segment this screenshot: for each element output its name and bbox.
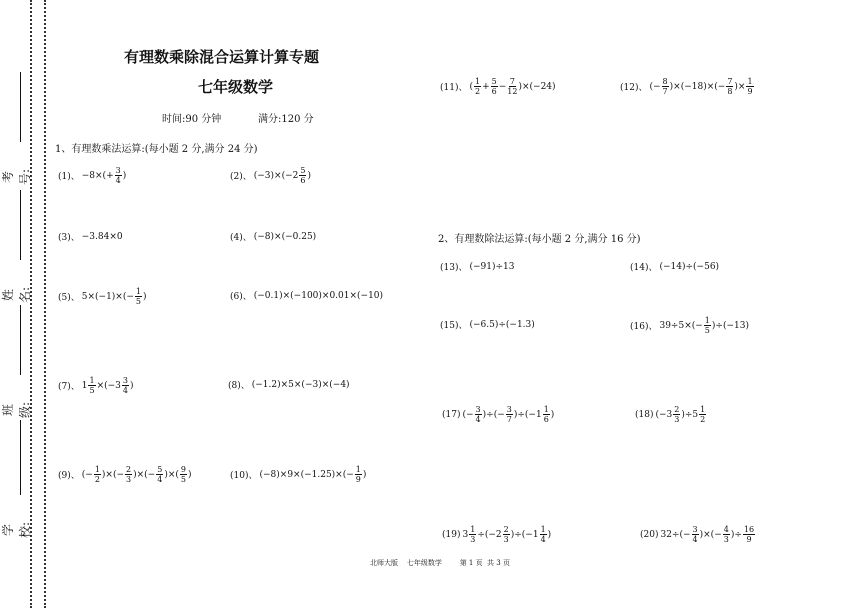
banji-label: 班级: [1, 401, 32, 419]
xuexiao-underline [20, 420, 21, 495]
problem-2: (2)、 (−3)×(−2 $\frac{5}{6}$ ) [230, 166, 311, 185]
xingming-underline [20, 190, 21, 260]
problem-18: (18) (−3 $\frac{2}{3}$ )÷5 $\frac{1}{2}$ [635, 405, 706, 424]
problem-12: (12)、 (− $\frac{8}{7}$ )×(−18)×(− $\frac{7}{8}$ )× $\frac{1}{9}$ [620, 77, 753, 96]
problem-17: (17) (− $\frac{3}{4}$ )÷(− $\frac{3}{7}$ )÷(−1 $\frac{1}{6}$ ) [442, 405, 555, 424]
problem-20: (20) 32÷(− $\frac{3}{4}$ )×(− $\frac{4}{3}$ )÷ $\frac{16}{9}$ [640, 525, 755, 544]
problem-1: (1)、 −8×(+ $\frac{3}{4}$ ) [58, 166, 127, 185]
problem-8: (8)、 (−1.2)×5×(−3)×(−4) [228, 379, 350, 391]
xingming-label: 姓名: [1, 286, 32, 304]
problem-9: (9)、 (− $\frac{1}{2}$ )×(− $\frac{2}{3}$ )×(− $\frac{5}{4}$ )×( $\frac{9}{5}$ ) [58, 465, 192, 484]
problem-11: (11)、 ( $\frac{1}{2}$ + $\frac{5}{6}$ − $\frac{7}{12}$ )×(−24) [440, 77, 556, 96]
kaohao-underline [20, 72, 21, 142]
xuexiao-label: 学校: [1, 521, 32, 539]
problem-4: (4)、 (−8)×(−0.25) [230, 231, 317, 243]
problem-13: (13)、 (−91)÷13 [440, 261, 515, 273]
problem-7: (7)、 1 $\frac{1}{5}$ ×(−3 $\frac{3}{4}$ ) [58, 376, 134, 395]
binding-line-inner [44, 0, 46, 608]
problem-3: (3)、 −3.84×0 [58, 231, 123, 243]
kaohao-label: 考号: [1, 168, 32, 186]
problem-6: (6)、 (−0.1)×(−100)×0.01×(−10) [230, 290, 384, 302]
section-2-heading: 2、有理数除法运算:(每小题 2 分,满分 16 分) [438, 234, 641, 245]
problem-10: (10)、 (−8)×9×(−1.25)×(− $\frac{1}{9}$ ) [230, 465, 367, 484]
page-subtitle: 七年级数学 [198, 78, 274, 96]
page-footer: 北师大版 七年级数学 第 1 页 共 3 页 [370, 559, 510, 567]
banji-underline [20, 305, 21, 375]
problem-16: (16)、 39÷5×(− $\frac{1}{5}$ )÷(−13) [630, 316, 749, 335]
problem-14: (14)、 (−14)÷(−56) [630, 261, 720, 273]
section-1-heading: 1、有理数乘法运算:(每小题 2 分,满分 24 分) [55, 144, 258, 155]
problem-5: (5)、 5×(−1)×(− $\frac{1}{5}$ ) [58, 287, 147, 306]
exam-score: 满分:120 分 [258, 114, 314, 125]
page-title: 有理数乘除混合运算计算专题 [124, 48, 320, 66]
problem-19: (19) 3 $\frac{1}{3}$ ÷(−2 $\frac{2}{3}$ )÷(−1 $\frac{1}{4}$ ) [442, 525, 552, 544]
exam-time: 时间:90 分钟 [162, 114, 222, 125]
problem-15: (15)、 (−6.5)÷(−1.3) [440, 319, 535, 331]
